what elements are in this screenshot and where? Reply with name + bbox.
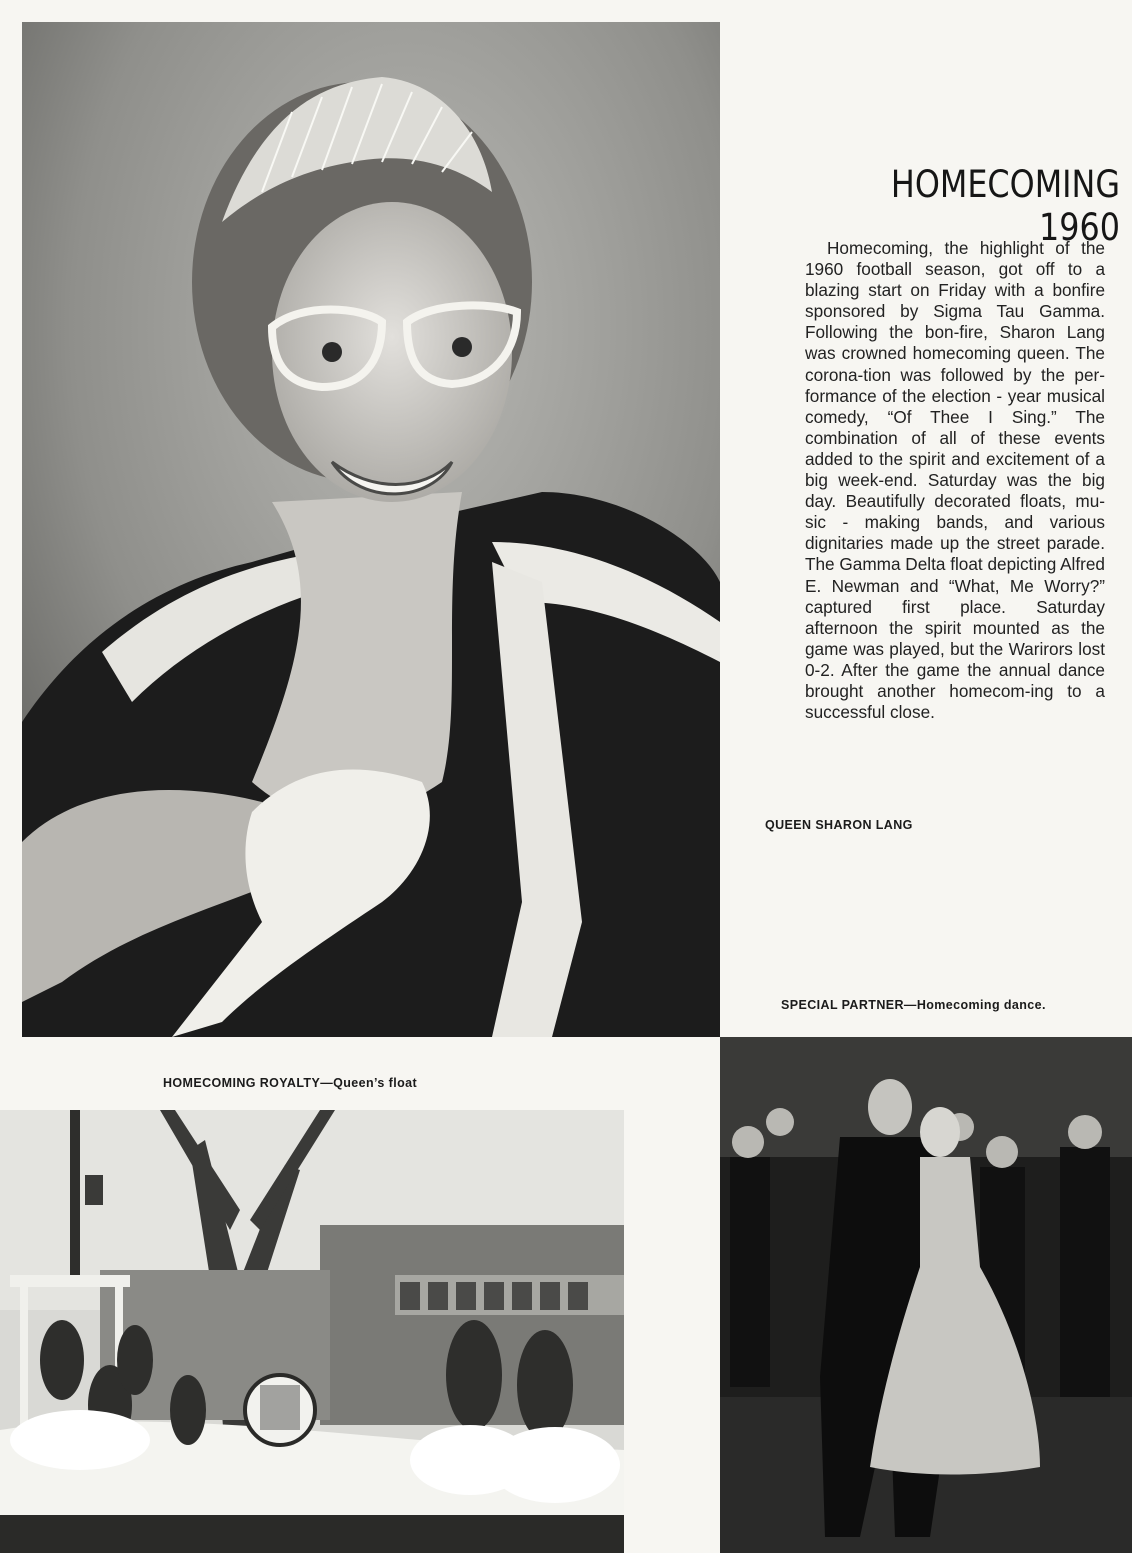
- homecoming-dance-photo: [720, 1037, 1132, 1553]
- partner-caption: SPECIAL PARTNER—Homecoming dance.: [781, 998, 1046, 1012]
- queen-portrait-photo: [22, 22, 720, 1037]
- queen-caption: QUEEN SHARON LANG: [765, 818, 913, 832]
- royalty-caption: HOMECOMING ROYALTY—Queen’s float: [163, 1076, 418, 1090]
- queens-float-photo: [0, 1110, 624, 1553]
- story-text: Homecoming, the highlight of the 1960 football season, got off to a blazing start on Friday with a bonfire sponsored by Sigma Tau Gamma. Following the bon-fire, Sharon Lang was crowned homecoming queen. The corona-tion was followed by the per-formance of the election - year musical comedy, “Of Thee I Sing.” The combination of all of these events added to the spirit and excitement of a big week-end. Saturday was the big day. Beautifully decorated floats, mu-sic - making bands, and various dignitaries made up the street parade. The Gamma Delta float depicting Alfred E. Newman and “What, Me Worry?” captured first place. Saturday afternoon the spirit mounted as the game was played, but the Warirors lost 0-2. After the game the annual dance brought another homecom-ing to a successful close.: [805, 238, 1105, 723]
- page-title: HOMECOMING 1960: [890, 162, 1120, 249]
